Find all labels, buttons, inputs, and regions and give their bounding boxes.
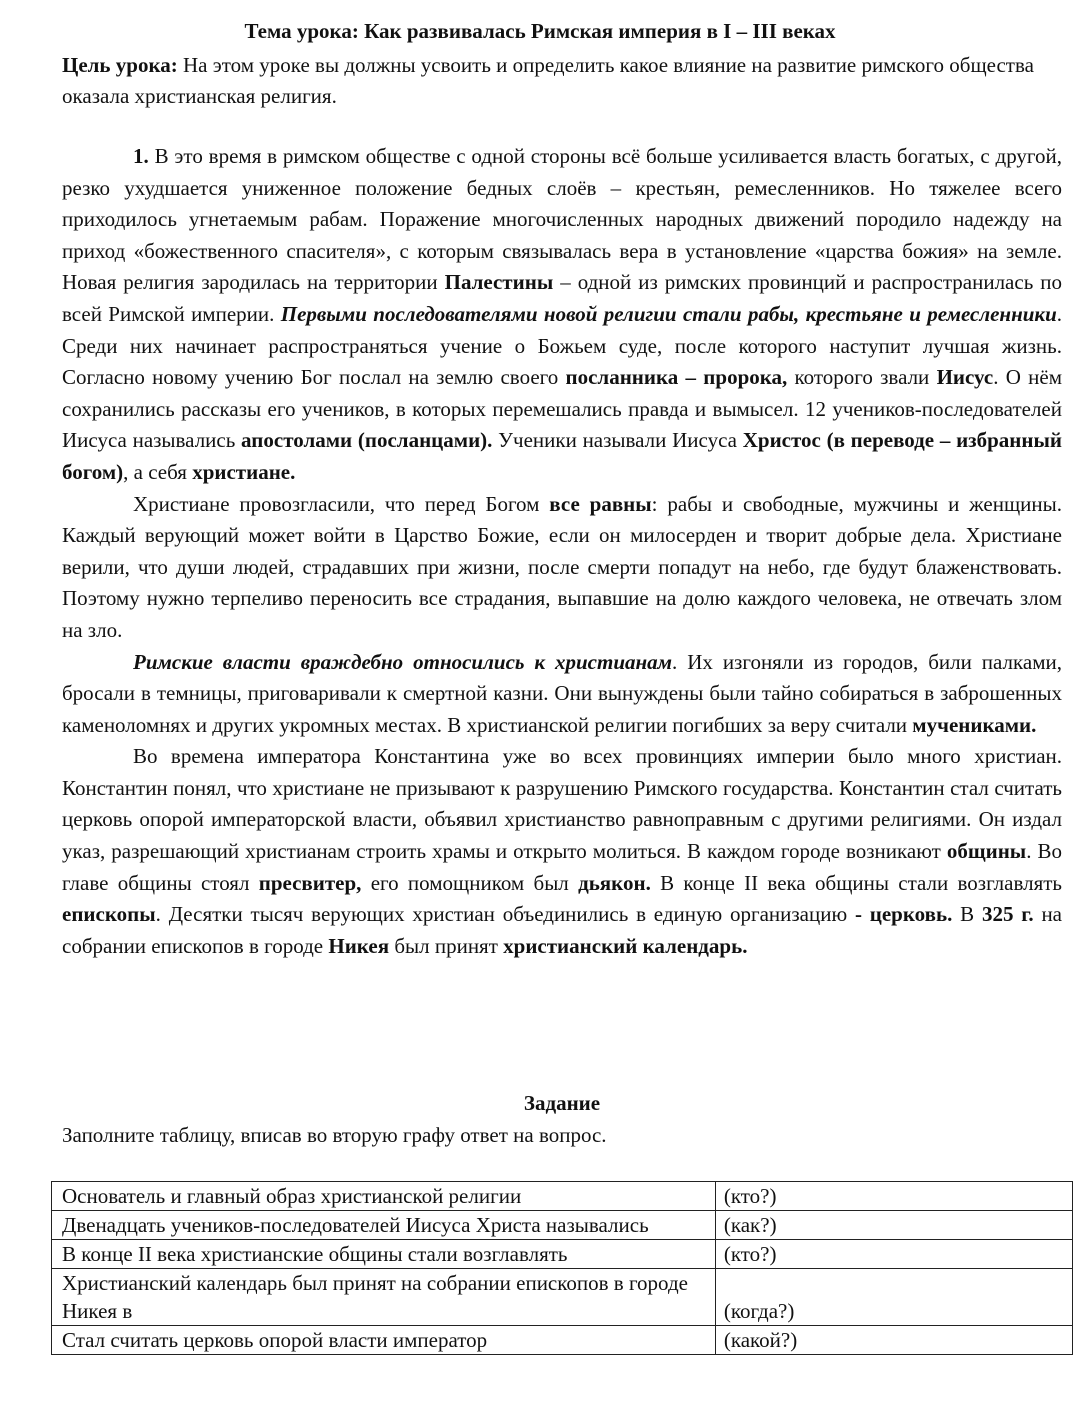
emphasized-text: епископы bbox=[62, 902, 156, 927]
paragraph-text: . Во главе общины стоял bbox=[62, 839, 1062, 895]
body-paragraph bbox=[62, 141, 1062, 489]
table-row bbox=[52, 1211, 1073, 1240]
emphasized-text: все равны bbox=[549, 491, 652, 516]
paragraph-text: его помощником был bbox=[361, 870, 579, 895]
emphasized-text: апостолами (посланцами). bbox=[241, 428, 493, 453]
emphasized-text: христианский календарь. bbox=[503, 933, 748, 958]
table-row bbox=[52, 1182, 1073, 1211]
paragraph-text: Ученики называли Иисуса bbox=[492, 428, 743, 453]
question-cell: В конце II века христианские общины стали возглавлять bbox=[52, 1240, 716, 1269]
emphasized-text: посланника – пророка, bbox=[565, 365, 788, 390]
body-paragraph bbox=[62, 489, 1062, 647]
emphasized-text: - церковь. bbox=[854, 902, 953, 927]
paragraph-text: В это время в римском обществе с одной стороны всё больше усиливается власть богатых, с другой, резко ухудшается униженное положение бедных слоёв – крестьян, ремесленников. Но тяжелее всего приходилось угнетаемым рабам. Поражение многочисленных народных движений породило надежду на приход «божественного спасителя», с которым связывалась вера в установление «царства божия» на земле. Новая религия зародилась на территории bbox=[62, 144, 1062, 295]
paragraph-text: . Их изгоняли из городов, били палками, бросали в темницы, приговаривали к смертной казни. Они вынуждены были тайно собираться в заброшенных каменоломнях и других укромных местах. В христианской религии погибших за веру считали bbox=[62, 649, 1062, 737]
answer-cell[interactable]: (кто?) bbox=[715, 1240, 1072, 1269]
lesson-title: Тема урока: Как развивалась Римская империя в I – III веках bbox=[244, 19, 836, 43]
answer-table bbox=[51, 1181, 1073, 1355]
paragraph-text: . Десятки тысяч верующих христиан объединились в единую организацию bbox=[155, 902, 855, 927]
table-row bbox=[52, 1326, 1073, 1355]
answer-cell[interactable]: (когда?) bbox=[715, 1269, 1072, 1326]
lesson-goal bbox=[62, 50, 1062, 112]
emphasized-text: христиане. bbox=[192, 459, 296, 484]
paragraph-text: В конце II века общины стали возглавлять bbox=[650, 870, 1062, 895]
body-paragraph bbox=[62, 741, 1062, 962]
paragraph-text: – одной из римских провинций и распространилась по всей Римской империи. bbox=[62, 270, 1063, 326]
emphasized-text: Палестины bbox=[444, 270, 554, 295]
paragraph-text: Во времена императора Константина уже во всех провинциях империи было много христиан. Константин понял, что христиане не призывают к разрушению Римского государства. Константин стал считать церковь опорой императорской власти, объявил христианство равноправным с другими религиями. Он издал указ, разрешающий христианам строить храмы и открыто молиться. В каждом городе возникают bbox=[62, 744, 1062, 864]
emphasized-text: Христос (в переводе – избранный богом) bbox=[62, 428, 1062, 484]
body-paragraph bbox=[62, 647, 1062, 742]
emphasized-text: мучениками. bbox=[912, 712, 1037, 737]
question-cell: Стал считать церковь опорой власти император bbox=[52, 1326, 716, 1355]
table-row bbox=[52, 1269, 1073, 1326]
answer-cell[interactable]: (какой?) bbox=[715, 1326, 1072, 1355]
lesson-body bbox=[62, 141, 1062, 962]
paragraph-text: которого звали bbox=[787, 365, 937, 390]
emphasized-text: Иисус bbox=[936, 365, 994, 390]
answer-cell[interactable]: (кто?) bbox=[715, 1182, 1072, 1211]
emphasized-text: 325 г. bbox=[981, 902, 1034, 927]
paragraph-text: Христиане провозгласили, что перед Богом bbox=[133, 491, 550, 516]
emphasized-text: общины bbox=[946, 839, 1027, 864]
paragraph-text: был принят bbox=[389, 933, 504, 958]
paragraph-text: В bbox=[952, 902, 982, 927]
goal-label: Цель урока: bbox=[62, 53, 178, 77]
question-cell: Основатель и главный образ христианской религии bbox=[52, 1182, 716, 1211]
paragraph-text: , а себя bbox=[123, 459, 193, 484]
emphasized-text: Римские власти враждебно относились к христианам bbox=[133, 649, 673, 674]
emphasized-text: Никея bbox=[328, 933, 390, 958]
task-instruction: Заполните таблицу, вписав во вторую графу ответ на вопрос. bbox=[62, 1123, 607, 1147]
emphasized-text: 1. bbox=[133, 144, 149, 168]
question-cell: Двенадцать учеников-последователей Иисуса Христа назывались bbox=[52, 1211, 716, 1240]
question-cell: Христианский календарь был принят на собрании епископов в городе Никея в bbox=[52, 1269, 716, 1326]
emphasized-text: Первыми последователями новой религии стали рабы, крестьяне и ремесленники bbox=[280, 301, 1057, 326]
task-heading: Задание bbox=[523, 1091, 601, 1115]
emphasized-text: пресвитер, bbox=[258, 870, 362, 895]
paragraph-text: : рабы и свободные, мужчины и женщины. Каждый верующий может войти в Царство Божие, если он милосерден и творит добрые дела. Христиане верили, что души людей, страдавших при жизни, после смерти попадут на небо, где будут блаженствовать. Поэтому нужно терпеливо переносить все страдания, выпавшие на долю каждого человека, не отвечать злом на зло. bbox=[62, 491, 1062, 642]
answer-cell[interactable]: (как?) bbox=[715, 1211, 1072, 1240]
table-row bbox=[52, 1240, 1073, 1269]
paragraph-text: на собрании епископов в городе bbox=[62, 902, 1063, 958]
goal-text: На этом уроке вы должны усвоить и определить какое влияние на развитие римского общества оказала христианская религия. bbox=[62, 53, 1034, 108]
paragraph-text: . Среди них начинает распространяться учение о Божьем суде, после которого наступит лучшая жизнь. Согласно новому учению Бог послал на землю своего bbox=[62, 301, 1062, 390]
emphasized-text: дьякон. bbox=[578, 870, 651, 895]
paragraph-text: . О нём сохранились рассказы его учеников, в которых перемешались правда и вымысел. 12 учеников-последователей Иисуса назывались bbox=[62, 365, 1062, 453]
